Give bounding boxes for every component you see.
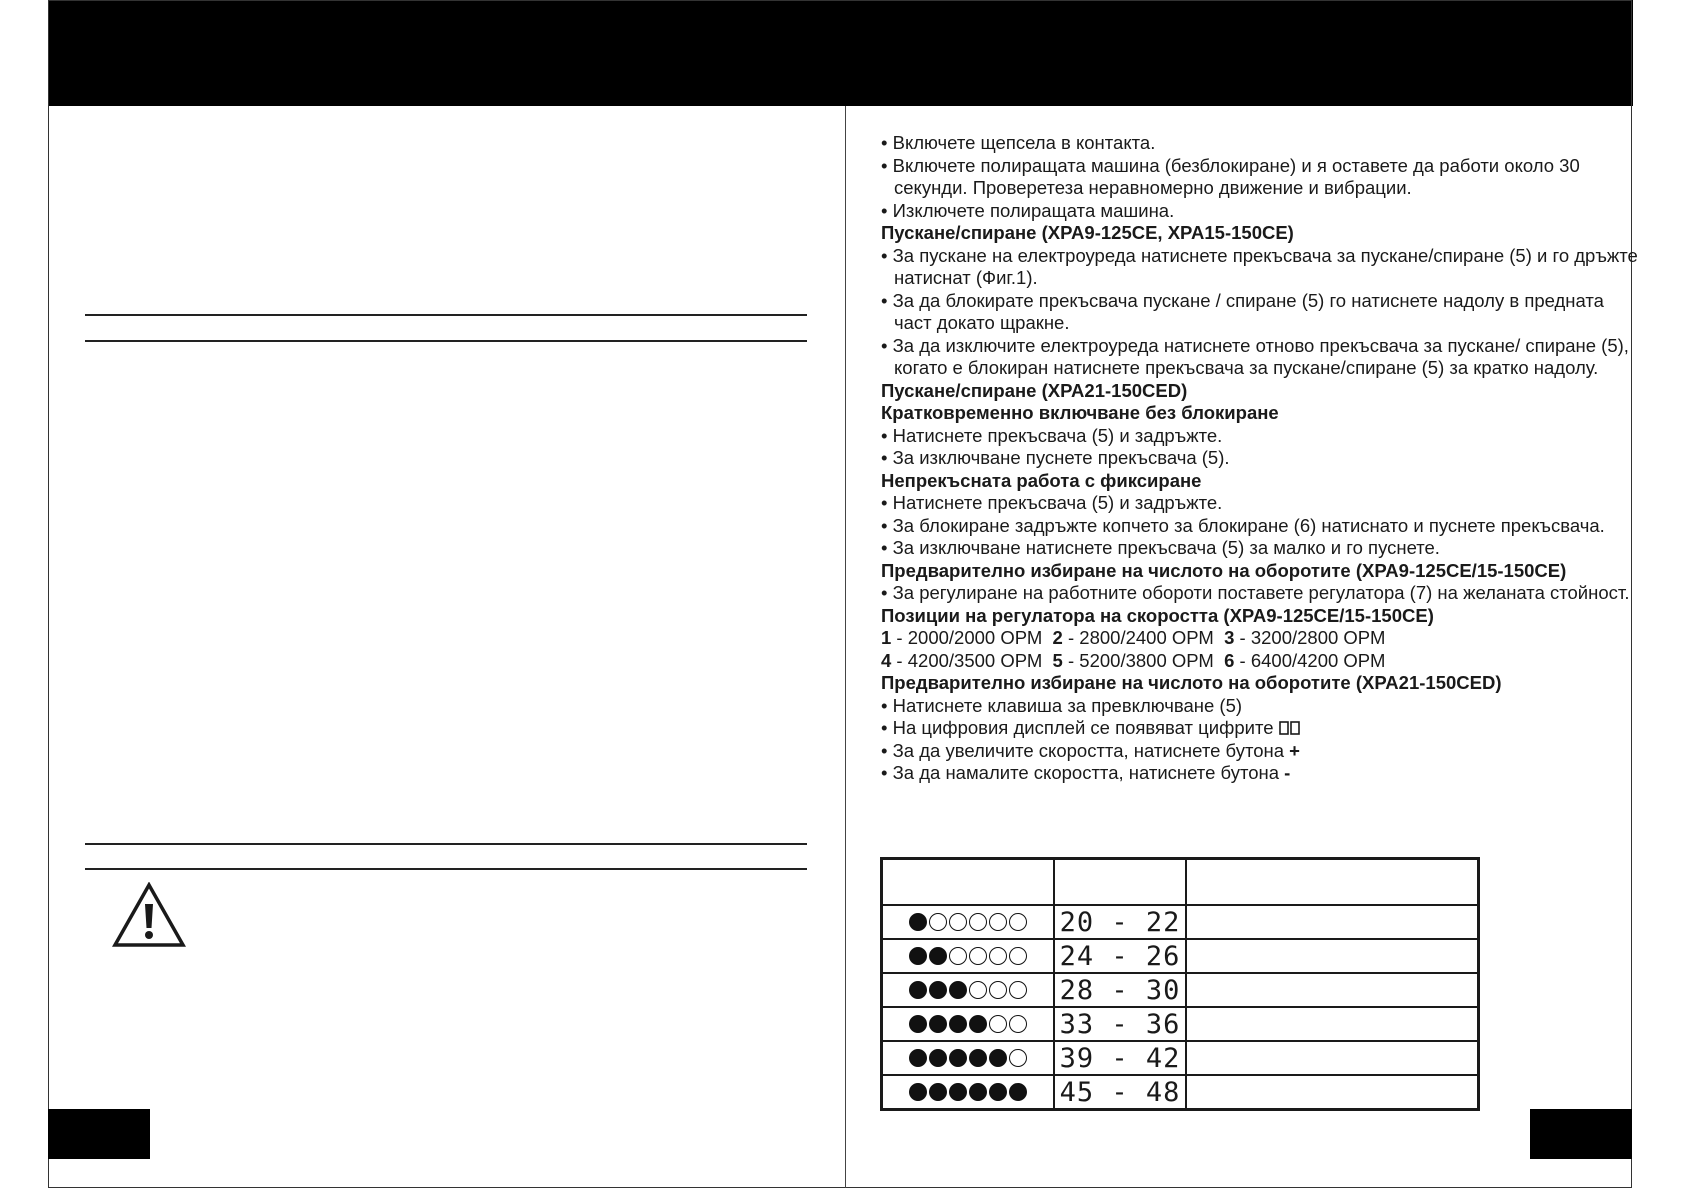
filled-dot-icon <box>949 1049 967 1067</box>
speed-empty-cell <box>1186 939 1479 973</box>
bullet-item <box>881 245 1641 290</box>
speed-position-number: 1 <box>881 627 892 648</box>
bullet-text: Натиснете клавиша за превключване (5) <box>892 694 1243 716</box>
filled-dot-icon <box>989 1083 1007 1101</box>
bullet-item <box>881 155 1641 200</box>
speed-display-value: 24 - 26 <box>1054 939 1186 973</box>
bullet-item <box>881 515 1641 538</box>
bullet-text: За да увеличите скоростта, натиснете бутона <box>892 739 1285 761</box>
bullet-item <box>881 132 1641 155</box>
speed-display-value: 39 - 42 <box>1054 1041 1186 1075</box>
speed-level-indicator <box>882 973 1055 1007</box>
bullet-text: Натиснете прекъсвача (5) и задръжте. <box>892 424 1223 446</box>
speed-level-indicator <box>882 1007 1055 1041</box>
filled-dot-icon <box>909 1083 927 1101</box>
filled-dot-icon <box>909 1015 927 1033</box>
section-heading: Непрекъсната работа с фиксиране <box>881 469 1202 491</box>
empty-dot-icon <box>949 947 967 965</box>
speed-position-number: 3 <box>1224 627 1235 648</box>
bullet-item <box>881 695 1641 718</box>
speed-position-number: 6 <box>1224 649 1235 671</box>
left-rule-1 <box>85 314 807 316</box>
bullet-text: Включете полиращата машина (безблокиране) и я оставете да работи около 30 секунди. Проверетеза неравномерно движение и вибрации. <box>892 154 1580 198</box>
speed-row <box>882 939 1479 973</box>
speed-level-indicator <box>882 939 1055 973</box>
speed-row <box>882 1007 1479 1041</box>
speed-table <box>880 857 1480 1111</box>
section-heading: Пускане/спиране (XPA9-125CE, XPA15-150CE) <box>881 222 1294 243</box>
speed-position-rpm: - 4200/3500 ОРМ <box>891 649 1053 671</box>
speed-level-indicator <box>882 1041 1055 1075</box>
bullet-item <box>881 447 1641 470</box>
bullet-text: За изключване пуснете прекъсвача (5). <box>892 447 1230 468</box>
speed-position-number: 4 <box>881 649 892 671</box>
bullet-text: За да намалите скоростта, натиснете бутона <box>892 762 1280 783</box>
speed-table-header <box>882 859 1479 906</box>
bullet-text: Натиснете прекъсвача (5) и задръжте. <box>892 492 1223 513</box>
empty-dot-icon <box>969 947 987 965</box>
bullet-text: За регулиране на работните обороти поставете регулатора (7) на желаната стойност. <box>892 582 1630 603</box>
bullet-text: За да изключите електроуреда натиснете отново прекъсвача за пускане/ спиране (5), когато е блокиран натиснете прекъсвача за пускане/спиране (5) за кратко надолу. <box>892 334 1629 378</box>
filled-dot-icon <box>929 1083 947 1101</box>
filled-dot-icon <box>909 947 927 965</box>
empty-dot-icon <box>969 981 987 999</box>
button-symbol: - <box>1284 762 1291 783</box>
speed-position-number: 2 <box>1052 627 1063 648</box>
section-heading: Предварително избиране на числото на оборотите (XPA9-125CE/15-150CE) <box>881 559 1567 581</box>
bullet-text: За да блокирате прекъсвача пускане / спиране (5) го натиснете надолу в предната част докато щракне. <box>892 289 1604 333</box>
empty-dot-icon <box>989 1015 1007 1033</box>
speed-positions-line <box>881 627 1641 650</box>
bullet-item <box>881 537 1641 560</box>
speed-row <box>882 1075 1479 1110</box>
empty-dot-icon <box>1009 947 1027 965</box>
section-heading: Позиции на регулатора на скоростта (XPA9-125CE/15-150CE) <box>881 604 1434 626</box>
section-heading: Кратковременно включване без блокиране <box>881 402 1279 423</box>
speed-empty-cell <box>1186 973 1479 1007</box>
empty-dot-icon <box>989 947 1007 965</box>
filled-dot-icon <box>969 1083 987 1101</box>
empty-dot-icon <box>989 981 1007 999</box>
bullet-text: За изключване натиснете прекъсвача (5) за малко и го пуснете. <box>892 537 1440 558</box>
bullet-text: Изключете полиращата машина. <box>892 199 1175 221</box>
bullet-item <box>881 425 1641 448</box>
empty-dot-icon <box>989 913 1007 931</box>
speed-level-indicator <box>882 1075 1055 1110</box>
speed-display-value: 33 - 36 <box>1054 1007 1186 1041</box>
empty-dot-icon <box>1009 1015 1027 1033</box>
empty-dot-icon <box>1009 981 1027 999</box>
bullet-item <box>881 762 1641 785</box>
filled-dot-icon <box>969 1015 987 1033</box>
empty-dot-icon <box>1009 1049 1027 1067</box>
empty-dot-icon <box>969 913 987 931</box>
right-page-tab <box>1530 1109 1632 1159</box>
left-rule-4 <box>85 868 807 870</box>
speed-position-rpm: - 5200/3800 ОРМ <box>1062 649 1225 671</box>
warning-icon <box>112 882 186 948</box>
filled-dot-icon <box>949 1083 967 1101</box>
page-divider <box>845 106 846 1188</box>
speed-position-rpm: - 2800/2400 ОРМ <box>1062 627 1225 648</box>
speed-positions-line <box>881 650 1641 673</box>
filled-dot-icon <box>969 1049 987 1067</box>
speed-row <box>882 973 1479 1007</box>
bullet-item <box>881 740 1641 763</box>
bullet-item <box>881 335 1641 380</box>
filled-dot-icon <box>989 1049 1007 1067</box>
speed-row <box>882 905 1479 939</box>
filled-dot-icon <box>929 947 947 965</box>
filled-dot-icon <box>929 1049 947 1067</box>
speed-position-rpm: - 3200/2800 ОРМ <box>1234 627 1386 648</box>
speed-display-value: 28 - 30 <box>1054 973 1186 1007</box>
button-symbol: + <box>1289 739 1300 761</box>
filled-dot-icon <box>909 1049 927 1067</box>
empty-dot-icon <box>929 913 947 931</box>
speed-level-indicator <box>882 905 1055 939</box>
speed-empty-cell <box>1186 1007 1479 1041</box>
bullet-item <box>881 492 1641 515</box>
speed-row <box>882 1041 1479 1075</box>
speed-empty-cell <box>1186 1041 1479 1075</box>
filled-dot-icon <box>909 981 927 999</box>
bullet-text: За пускане на електроуреда натиснете прекъсвача за пускане/спиране (5) и го дръжте натиснат (Фиг.1). <box>892 244 1638 288</box>
left-rule-3 <box>85 843 807 845</box>
bullet-item <box>881 200 1641 223</box>
speed-position-rpm: - 6400/4200 ОРМ <box>1234 649 1386 671</box>
filled-dot-icon <box>909 913 927 931</box>
filled-dot-icon <box>949 981 967 999</box>
section-heading: Предварително избиране на числото на оборотите (XPA21-150CED) <box>881 672 1502 693</box>
filled-dot-icon <box>949 1015 967 1033</box>
speed-empty-cell <box>1186 1075 1479 1110</box>
bullet-item <box>881 290 1641 335</box>
bullet-item <box>881 717 1641 740</box>
filled-dot-icon <box>929 981 947 999</box>
speed-position-number: 5 <box>1052 649 1063 671</box>
speed-display-value: 20 - 22 <box>1054 905 1186 939</box>
instructions-text <box>881 132 1641 785</box>
section-heading: Пускане/спиране (XPA21-150CED) <box>881 379 1188 401</box>
left-rule-2 <box>85 340 807 342</box>
bullet-text: Включете щепсела в контакта. <box>892 132 1156 153</box>
bullet-item <box>881 582 1641 605</box>
bullet-text: На цифровия дисплей се появяват цифрите <box>892 717 1274 738</box>
empty-dot-icon <box>949 913 967 931</box>
left-page-tab <box>48 1109 150 1159</box>
speed-display-value: 45 - 48 <box>1054 1075 1186 1110</box>
speed-empty-cell <box>1186 905 1479 939</box>
lcd-digits-icon <box>1279 721 1301 735</box>
empty-dot-icon <box>1009 913 1027 931</box>
filled-dot-icon <box>1009 1083 1027 1101</box>
bullet-text: За блокиране задръжте копчето за блокиране (6) натиснато и пуснете прекъсвача. <box>892 514 1605 536</box>
filled-dot-icon <box>929 1015 947 1033</box>
speed-position-rpm: - 2000/2000 ОРМ <box>891 627 1053 648</box>
